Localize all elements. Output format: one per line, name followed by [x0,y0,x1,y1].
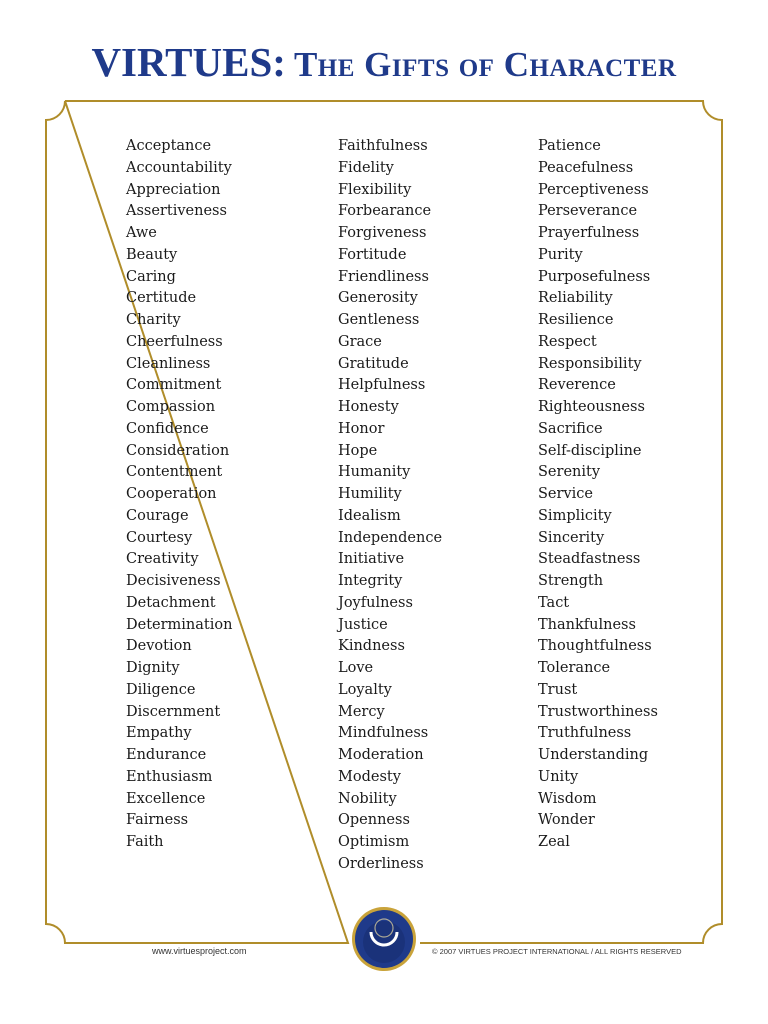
virtue-item: Self-discipline [538,442,642,459]
virtue-item: Fairness [126,812,189,829]
virtue-item: Strength [538,573,604,589]
virtue-item: Trust [538,681,578,698]
virtue-item: Truthfulness [538,725,632,742]
virtue-item: Honor [338,420,385,437]
virtue-item: Awe [126,225,157,241]
virtue-item: Assertiveness [126,203,227,220]
virtue-item: Faith [126,834,164,850]
virtue-item: Modesty [338,768,401,785]
virtue-item: Confidence [126,420,209,437]
virtue-item: Helpfulness [338,377,426,394]
virtue-item: Resilience [538,312,614,328]
virtue-item: Decisiveness [126,573,221,589]
virtue-item: Devotion [126,638,192,655]
virtue-item: Independence [338,529,443,546]
virtue-item: Forbearance [338,203,432,220]
virtue-item: Reverence [538,377,616,394]
virtue-item: Friendliness [338,268,429,285]
virtue-item: Courage [126,507,189,524]
virtue-item: Integrity [338,573,403,589]
virtue-item: Openness [338,812,410,829]
virtue-item: Courtesy [126,529,193,546]
footer-website[interactable]: www.virtuesproject.com [152,946,247,956]
footer-copyright: © 2007 VIRTUES PROJECT INTERNATIONAL / ALL RIGHTS RESERVED [432,947,682,956]
virtue-item: Faithfulness [338,138,428,154]
virtue-item: Empathy [126,725,192,742]
virtue-item: Justice [338,616,388,633]
virtue-item: Beauty [126,246,178,263]
virtue-item: Serenity [538,464,601,481]
virtue-item: Sacrifice [538,420,603,437]
virtue-item: Mercy [338,703,385,720]
virtue-item: Diligence [126,681,196,698]
virtue-item: Certitude [126,290,197,307]
virtue-item: Understanding [538,747,649,763]
virtue-item: Fortitude [338,246,407,263]
virtue-item: Optimism [338,834,410,850]
virtue-item: Peacefulness [538,159,634,176]
virtue-item: Generosity [338,290,418,307]
virtue-item: Compassion [126,399,216,415]
virtue-item: Determination [126,616,233,633]
virtues-column-1 [126,136,232,854]
virtue-item: Sincerity [538,529,605,546]
virtue-item: Acceptance [126,138,212,154]
virtue-item: Nobility [338,790,397,807]
title-virtues: VIRTUES: [91,39,286,85]
virtue-item: Trustworthiness [538,703,658,720]
virtue-item: Tact [538,594,570,611]
virtue-item: Grace [338,333,382,350]
virtue-item: Cleanliness [126,355,211,372]
virtue-item: Initiative [338,551,405,568]
virtue-item: Thoughtfulness [538,638,652,655]
virtue-item: Righteousness [538,399,645,415]
virtue-item: Patience [538,138,601,154]
virtue-item: Tolerance [538,660,611,676]
virtue-item: Commitment [126,377,222,394]
virtue-item: Contentment [126,464,223,481]
virtue-item: Enthusiasm [126,768,213,785]
virtue-item: Perseverance [538,203,638,220]
virtue-item: Simplicity [538,507,612,524]
virtue-item: Thankfulness [538,616,636,633]
virtue-item: Unity [538,768,579,785]
virtues-column-2 [338,136,442,876]
virtue-item: Prayerfulness [538,225,640,241]
virtue-item: Cooperation [126,486,217,502]
virtue-item: Consideration [126,442,230,459]
virtue-item: Endurance [126,747,207,763]
virtue-item: Wisdom [538,790,597,807]
virtue-item: Fidelity [338,159,394,176]
virtue-item: Zeal [538,834,570,850]
virtue-item: Charity [126,312,181,328]
virtue-item: Mindfulness [338,725,429,742]
virtue-item: Steadfastness [538,551,641,568]
virtue-item: Humanity [338,464,411,481]
virtue-item: Purposefulness [538,268,651,285]
virtue-item: Wonder [538,812,595,829]
virtue-item: Dignity [126,660,180,676]
virtue-item: Love [338,660,374,676]
virtue-item: Cheerfulness [126,333,223,350]
virtue-item: Purity [538,246,583,263]
virtue-item: Orderliness [338,855,424,872]
virtue-item: Detachment [126,594,216,611]
virtue-item: Accountability [126,159,232,176]
virtue-item: Service [538,486,593,502]
virtues-project-logo-icon [351,906,417,972]
virtue-item: Perceptiveness [538,181,649,198]
virtue-item: Loyalty [338,681,392,698]
virtue-item: Flexibility [338,181,412,198]
virtue-item: Creativity [126,551,199,568]
virtue-item: Reliability [538,290,613,307]
virtue-item: Idealism [338,507,401,524]
virtue-item: Gentleness [338,312,420,328]
virtue-item: Honesty [338,399,399,415]
title-subtitle: The Gifts of Character [293,45,677,84]
virtue-item: Kindness [338,638,405,655]
virtue-item: Excellence [126,790,206,807]
virtue-item: Discernment [126,703,221,720]
virtue-item: Caring [126,268,176,285]
virtues-column-3 [538,136,658,854]
virtue-item: Hope [338,442,378,459]
virtue-item: Moderation [338,747,424,763]
virtue-item: Respect [538,333,597,350]
virtue-item: Joyfulness [338,594,413,611]
virtue-item: Appreciation [126,181,221,198]
virtue-item: Responsibility [538,355,642,372]
virtue-item: Humility [338,486,402,502]
virtue-item: Forgiveness [338,225,427,241]
virtue-item: Gratitude [338,355,409,372]
